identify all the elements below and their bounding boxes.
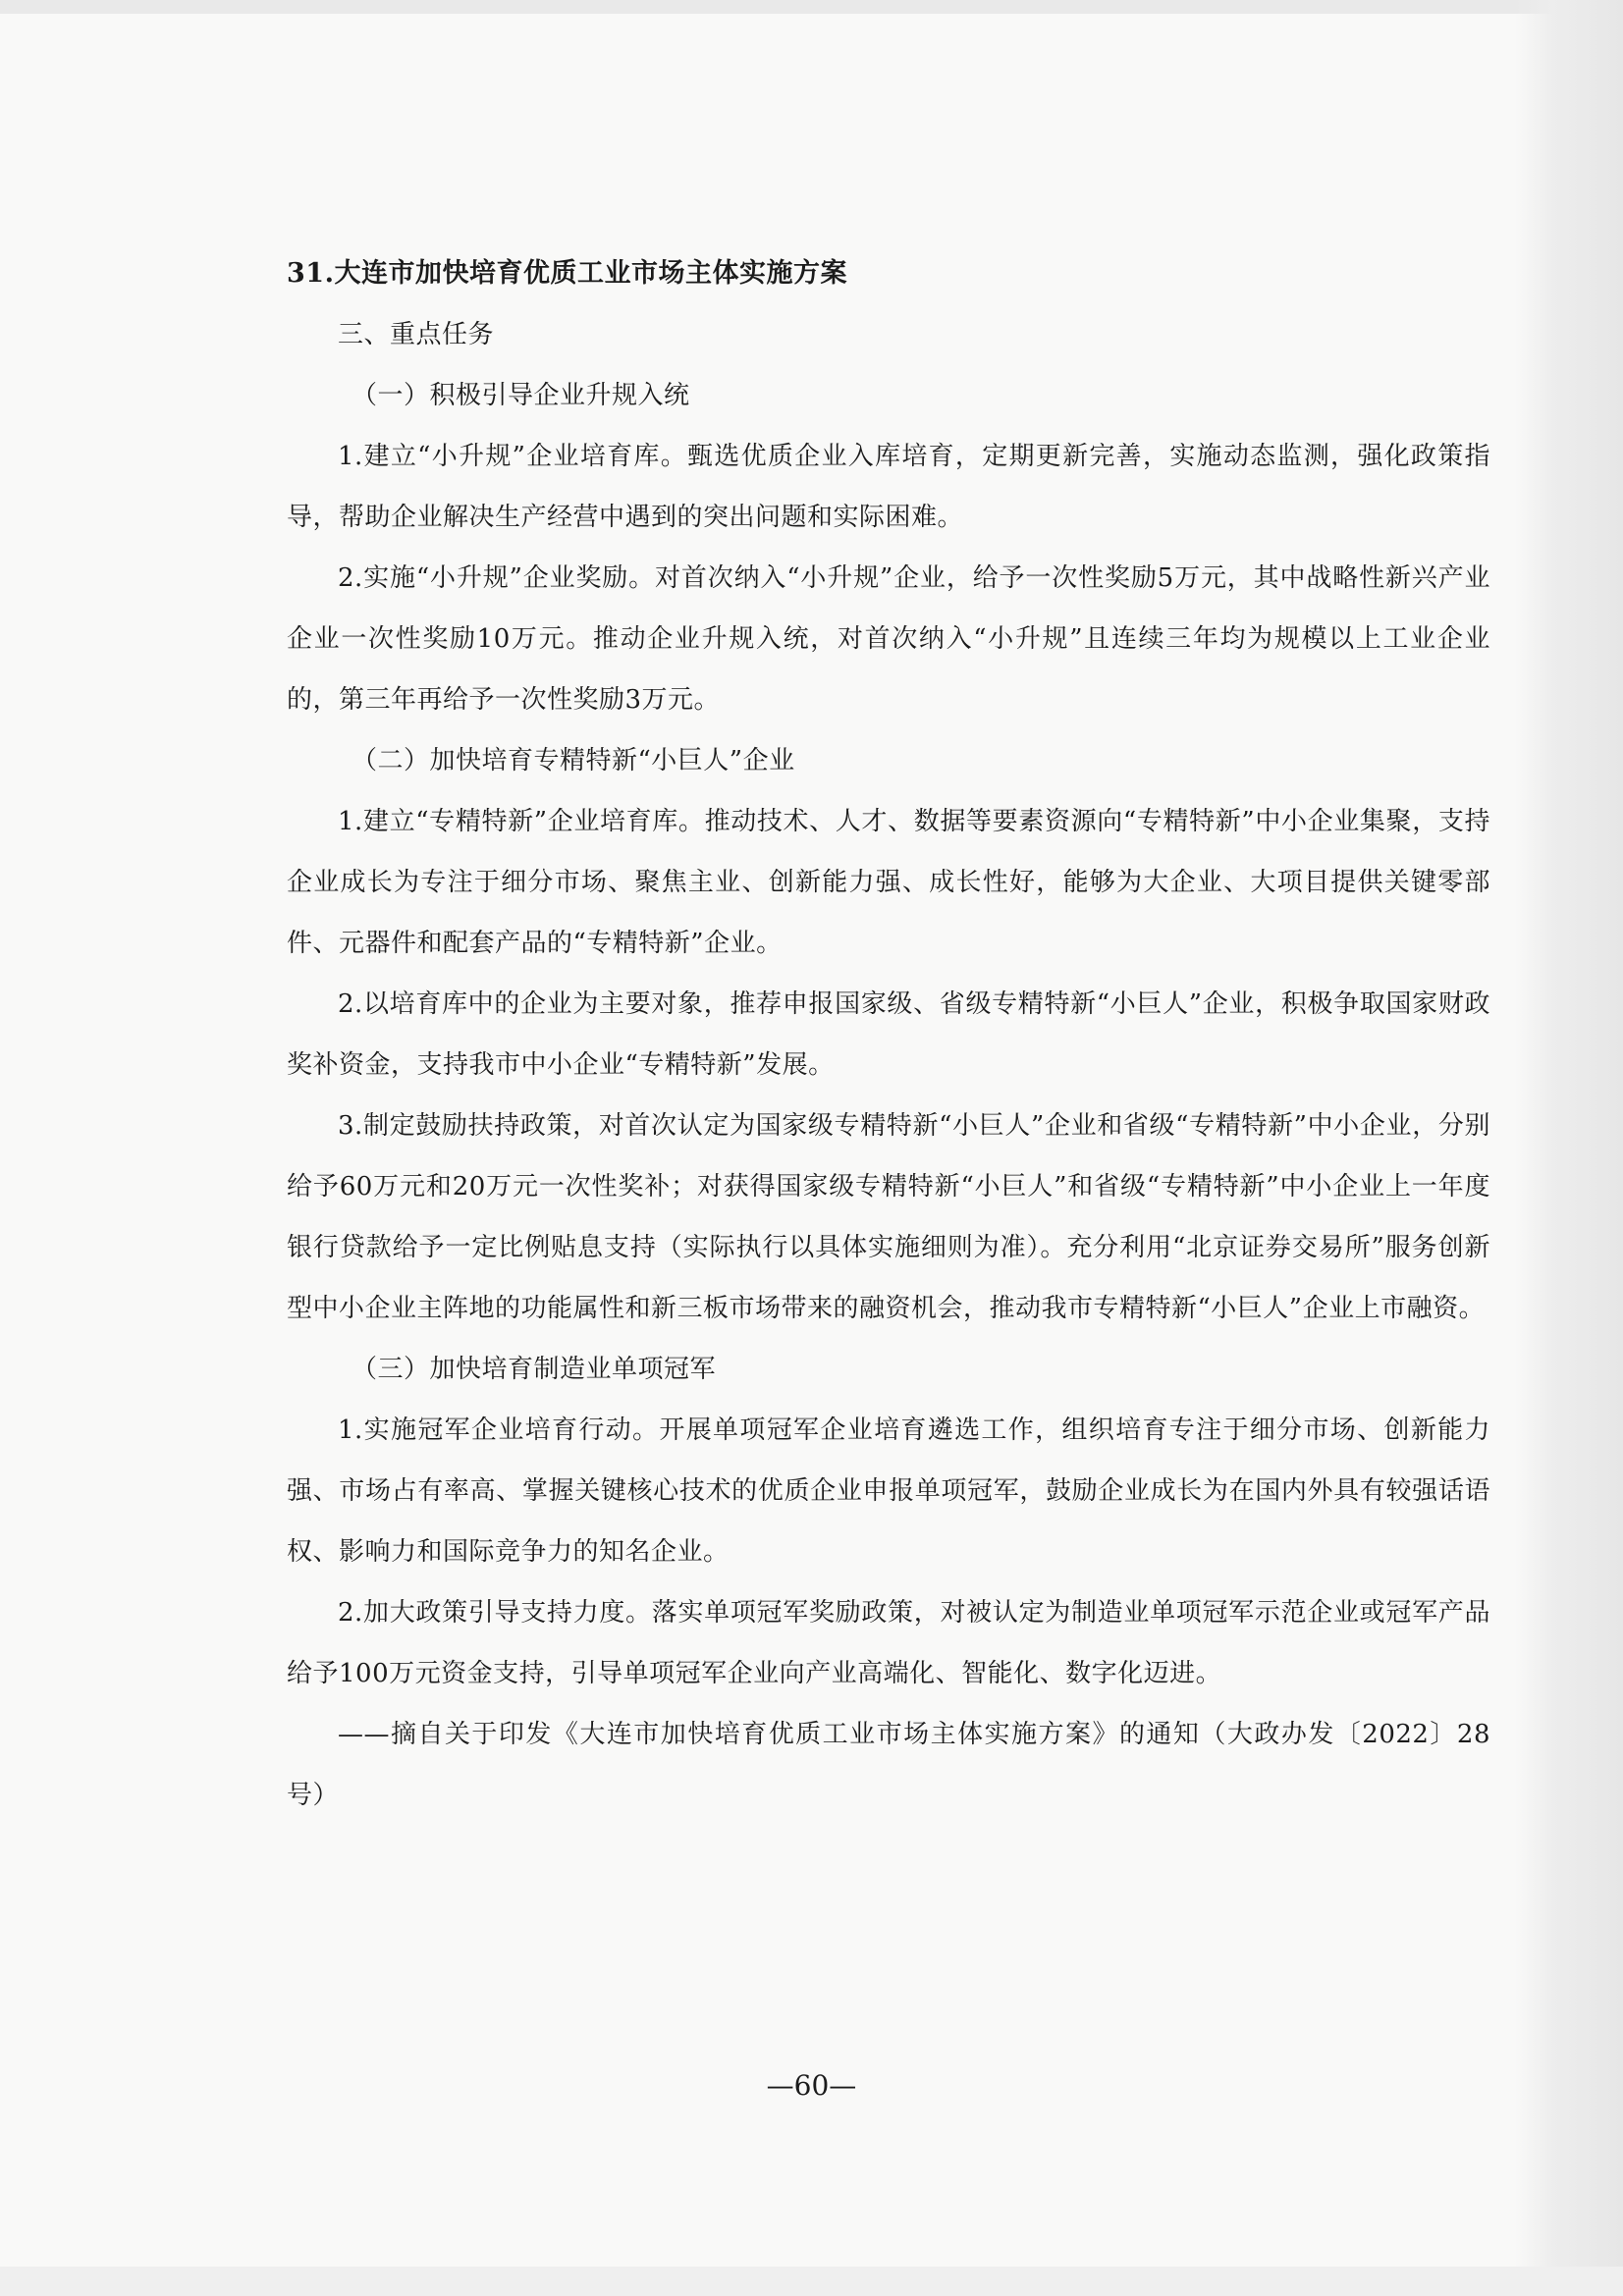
- section-heading: 三、重点任务: [338, 320, 495, 349]
- document-title: 31.大连市加快培育优质工业市场主体实施方案: [287, 258, 847, 289]
- subsection-heading-1: （一）积极引导企业升规入统: [352, 381, 690, 410]
- subsection-heading-2: （二）加快培育专精特新“小巨人”企业: [352, 746, 795, 775]
- subsection-heading-3: （三）加快培育制造业单项冠军: [352, 1355, 717, 1384]
- paragraph: 2.以培育库中的企业为主要对象，推荐申报国家级、省级专精特新“小巨人”企业，积极争取国家财政奖补资金，支持我市中小企业“专精特新”发展。: [287, 989, 1490, 1080]
- paragraph: 3.制定鼓励扶持政策，对首次认定为国家级专精特新“小巨人”企业和省级“专精特新”中小企业，分别给予60万元和20万元一次性奖补；对获得国家级专精特新“小巨人”和省级“专精特新”中小企业上一年度银行贷款给予一定比例贴息支持（实际执行以具体实施细则为准）。充分利用“北京证券交易所”服务创新型中小企业主阵地的功能属性和新三板市场带来的融资机会，推动我市专精特新“小巨人”企业上市融资。: [287, 1111, 1490, 1323]
- scan-bottom-edge: [0, 2267, 1623, 2296]
- paragraph: 2.加大政策引导支持力度。落实单项冠军奖励政策，对被认定为制造业单项冠军示范企业或冠军产品给予100万元资金支持，引导单项冠军企业向产业高端化、智能化、数字化迈进。: [287, 1598, 1490, 1688]
- source-note: ——摘自关于印发《大连市加快培育优质工业市场主体实施方案》的通知（大政办发〔2022〕28号）: [287, 1720, 1490, 1810]
- paragraph: 2.实施“小升规”企业奖励。对首次纳入“小升规”企业，给予一次性奖励5万元，其中战略性新兴产业企业一次性奖励10万元。推动企业升规入统，对首次纳入“小升规”且连续三年均为规模以上工业企业的，第三年再给予一次性奖励3万元。: [287, 563, 1490, 715]
- paragraph: 1.实施冠军企业培育行动。开展单项冠军企业培育遴选工作，组织培育专注于细分市场、创新能力强、市场占有率高、掌握关键核心技术的优质企业申报单项冠军，鼓励企业成长为在国内外具有较强话语权、影响力和国际竞争力的知名企业。: [287, 1415, 1490, 1567]
- paragraph: 1.建立“小升规”企业培育库。甄选优质企业入库培育，定期更新完善，实施动态监测，强化政策指导，帮助企业解决生产经营中遇到的突出问题和实际困难。: [287, 442, 1490, 532]
- document-body: [287, 243, 1490, 1826]
- scan-top-edge: [0, 0, 1623, 14]
- paragraph: 1.建立“专精特新”企业培育库。推动技术、人才、数据等要素资源向“专精特新”中小企业集聚，支持企业成长为专注于细分市场、聚焦主业、创新能力强、成长性好，能够为大企业、大项目提供关键零部件、元器件和配套产品的“专精特新”企业。: [287, 807, 1490, 958]
- scan-right-edge: [1515, 0, 1623, 2296]
- page-number: —60—: [766, 2069, 857, 2102]
